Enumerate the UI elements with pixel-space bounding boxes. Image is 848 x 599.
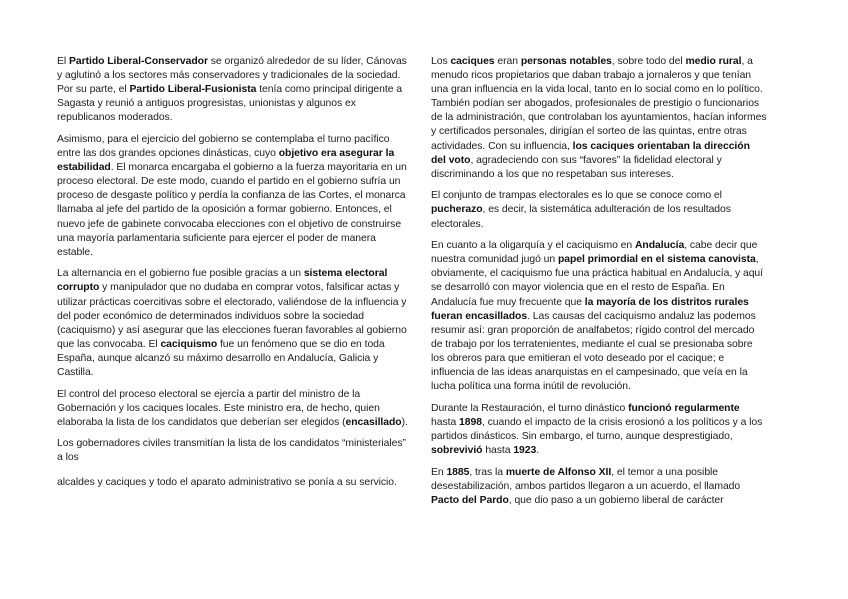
bold-run: la mayoría de los distritos rurales fueran encasillados <box>431 296 749 322</box>
text-run: eran <box>494 56 521 67</box>
text-run: , obviamente, el caciquismo fue una práctica habitual en Andalucía, y aquí se desarrolló con mayor violencia que en el resto de España. En Andalucía fue muy frecuente que <box>431 254 764 308</box>
text-run: En <box>431 466 447 478</box>
text-run: , que dio paso a un gobierno liberal de carácter <box>508 494 724 506</box>
bold-run: Partido Liberal-Conservador <box>68 56 208 67</box>
bold-run: funcionó regularmente <box>628 402 740 414</box>
paragraph-turno-pacifico <box>57 133 413 260</box>
text-run: El conjunto de trampas electorales es lo que se conoce como el <box>431 190 722 202</box>
bold-run: papel primordial en el sistema canovista <box>557 254 756 266</box>
text-run: fue un fenómeno que se dio en toda España, aunque alcanzó su máximo desarrollo en Andalucía, Galicia y Castilla. <box>57 338 385 378</box>
text-run: Asimismo, para el ejercicio del gobierno se contemplaba el turno pacífico entre las dos grandes opciones dinásticas, cuyo <box>57 133 390 160</box>
text-run: , cuando el impacto de la crisis erosionó a los políticos y a los partidos dinásticos. Sin embargo, el turno, aunque desprestigiado, <box>431 416 763 442</box>
text-run: , a menudo ricos propietarios que daban trabajo a jornaleros y que tenían una gran influencia en la vida local, tanto en lo social como en lo político. También podían ser abogados, profesionales de prestigio o funcionarios de la administración, que controlaban los ayuntamientos, hacían informes y certificados personales, dirigían el sorteo de las quintas, entre otras actividades. Con su influencia, <box>431 56 767 152</box>
text-run: En cuanto a la oligarquía y el caciquismo en <box>431 240 635 252</box>
text-run: , cabe decir que nuestra comunidad jugó un <box>431 240 758 266</box>
paragraph-alcaldes <box>57 476 413 490</box>
text-run: y manipulador que no dudaba en comprar votos, falsificar actas y utilizar prácticas coercitivas sobre el electorado, valiéndose de la influencia y del poder económico de determinados individuos sobre la sociedad (caciquismo) y así asegurar que las elecciones fueran favorables al gobierno que las convocaba. El <box>57 282 407 350</box>
text-run: ). <box>401 416 408 428</box>
text-run: alcaldes y caciques y todo el aparato administrativo se ponía a su servicio. <box>57 476 397 488</box>
bold-run: 1923 <box>513 444 537 456</box>
bold-run: objetivo era asegurar la estabilidad <box>57 148 395 174</box>
bold-run: 1898 <box>459 416 482 428</box>
bold-run: encasillado <box>345 416 402 428</box>
bold-run: sistema electoral corrupto <box>57 268 388 294</box>
text-run: . Las causas del caciquismo andaluz las podemos resumir así: gran proporción de analfabetos; rígido control del mercado de trabajo por los terratenientes, mediante el cual se presionaba sobre los obreros para que emitieran el voto deseado por el cacique; e influencia de las ideas anarquistas en el campesinado, que veía en la lucha política una forma inútil de revolución. <box>431 310 756 393</box>
paragraph-control-electoral <box>57 388 413 430</box>
text-run: Los gobernadores civiles transmitían la lista de los candidatos “ministeriales” a los <box>57 438 406 464</box>
text-run: hasta <box>431 416 460 428</box>
text-run: tenía como principal dirigente a Sagasta y reunió a antiguos progresistas, unionistas y algunos ex republicanos moderados. <box>57 84 403 124</box>
paragraph-partidos <box>57 55 413 125</box>
paragraph-andalucia <box>431 239 767 394</box>
bold-run: sobrevivió <box>431 444 483 456</box>
paragraph-sistema-electoral <box>57 267 413 380</box>
text-run: , es decir, la sistemática adulteración de los resultados electorales. <box>431 204 731 230</box>
text-run: , sobre todo del <box>611 56 686 67</box>
text-run: . <box>536 444 540 456</box>
bold-run: caciquismo <box>160 338 218 350</box>
bold-run: Andalucía <box>634 240 685 252</box>
bold-run: personas notables <box>520 56 612 67</box>
text-run: Los <box>431 56 451 67</box>
paragraph-pucherazo <box>431 189 767 231</box>
text-run: , tras la <box>469 466 506 478</box>
text-run: se organizó alrededor de su líder, Cánovas y aglutinó a los sectores más conservadores y tradicionales de la sociedad. Por su parte, el <box>57 56 407 96</box>
paragraph-restauracion <box>431 402 767 458</box>
text-run: Durante la Restauración, el turno dinástico <box>431 402 629 414</box>
bold-run: Pacto del Pardo <box>431 494 509 506</box>
paragraph-caciques <box>431 55 767 182</box>
bold-run: caciques <box>450 56 495 67</box>
bold-run: Partido Liberal-Fusionista <box>129 84 257 96</box>
paragraph-gobernadores <box>57 437 413 465</box>
text-run: El control del proceso electoral se ejercía a partir del ministro de la Gobernación y los caciques locales. Este ministro era, de hecho, quien elaboraba la lista de los candidatos que deberían ser elegidos ( <box>57 388 380 428</box>
bold-run: pucherazo <box>431 204 483 216</box>
paragraph-pacto-pardo <box>431 466 767 508</box>
text-run: , agradeciendo con sus “favores” la fidelidad electoral y discriminando a los que no respetaban sus intereses. <box>431 154 722 180</box>
right-column <box>431 55 767 515</box>
bold-run: los caciques orientaban la dirección del voto <box>431 140 750 166</box>
text-run: La alternancia en el gobierno fue posible gracias a un <box>57 268 304 280</box>
text-run: El <box>57 56 69 67</box>
bold-run: medio rural <box>685 56 742 67</box>
text-run: . El monarca encargaba el gobierno a la fuerza mayoritaria en un proceso electoral. De este modo, cuando el partido en el gobierno sufría un proceso de desgaste político y perdía la confianza de las Cortes, el monarca llamaba al jefe del partido de la oposición a formar gobierno. Entonces, el nuevo jefe de gabinete convocaba elecciones con el objetivo de construirse una mayoría parlamentaria suficiente para ejercer el poder de manera estable. <box>57 162 407 258</box>
bold-run: 1885 <box>446 466 470 478</box>
text-run: hasta <box>482 444 514 456</box>
text-run: , el temor a una posible desestabilización, ambos partidos llegaron a un acuerdo, el llamado <box>431 466 741 492</box>
left-column <box>57 55 413 497</box>
bold-run: muerte de Alfonso XII <box>505 466 612 478</box>
